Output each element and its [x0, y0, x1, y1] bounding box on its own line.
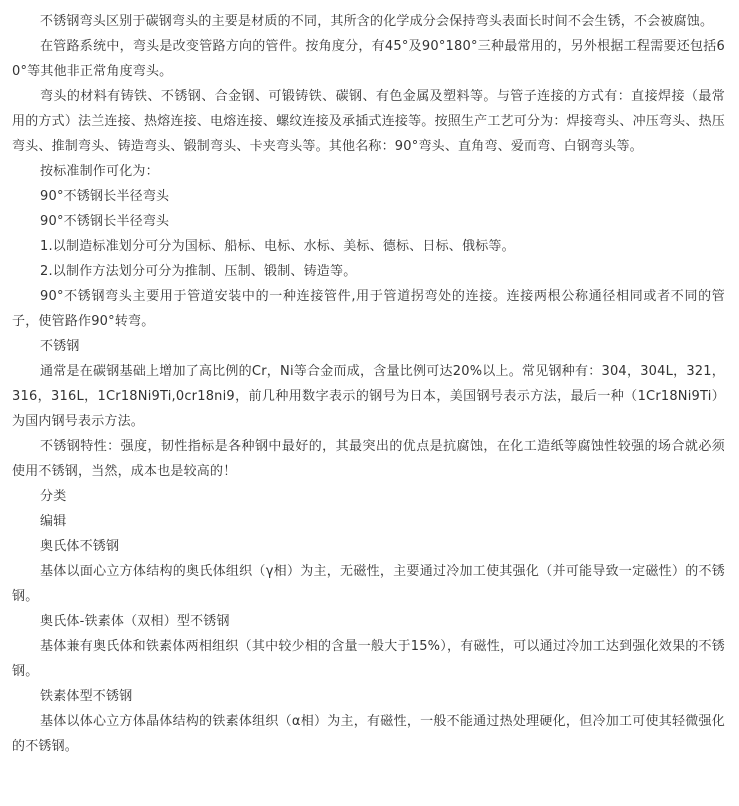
- paragraph-properties: 不锈钢特性：强度，韧性指标是各种钢中最好的，其最突出的优点是抗腐蚀，在化工造纸等腐蚀性较强的场合就必须使用不锈钢，当然，成本也是较高的！: [12, 439, 725, 479]
- paragraph-duplex-heading: 奥氏体-铁素体（双相）型不锈钢: [40, 614, 230, 629]
- paragraph-ferritic-heading: 铁素体型不锈钢: [40, 689, 133, 704]
- paragraph-duplex-body: 基体兼有奥氏体和铁素体两相组织（其中较少相的含量一般大于15%），有磁性，可以通过冷加工达到强化效果的不锈钢。: [12, 639, 725, 679]
- paragraph-angles: 在管路系统中，弯头是改变管路方向的管件。按角度分，有45°及90°180°三种最常用的，另外根据工程需要还包括60°等其他非正常角度弯头。: [12, 39, 725, 79]
- paragraph-standard-heading: 按标准制作可化为：: [40, 164, 159, 179]
- paragraph-method-list: 2.以制作方法划分可分为推制、压制、锻制、铸造等。: [40, 264, 357, 279]
- paragraph-austenitic-heading: 奥氏体不锈钢: [40, 539, 120, 554]
- paragraph-materials: 弯头的材料有铸铁、不锈钢、合金钢、可锻铸铁、碳钢、有色金属及塑料等。与管子连接的方式有：直接焊接（最常用的方式）法兰连接、热熔连接、电熔连接、螺纹连接及承插式连接等。按照生产工艺可分为：焊接弯头、冲压弯头、热压弯头、推制弯头、铸造弯头、锻制弯头、卡夹弯头等。其他名称：90°弯头、直角弯、爱而弯、白钢弯头等。: [12, 89, 725, 154]
- paragraph-usage: 90°不锈钢弯头主要用于管道安装中的一种连接管件,用于管道拐弯处的连接。连接两根公称通径相同或者不同的管子，使管路作90°转弯。: [12, 289, 725, 329]
- paragraph-classification-heading: 分类: [40, 489, 67, 504]
- paragraph-ferritic-body: 基体以体心立方体晶体结构的铁素体组织（α相）为主，有磁性，一般不能通过热处理硬化，但冷加工可使其轻微强化的不锈钢。: [12, 714, 725, 754]
- paragraph-intro: 不锈钢弯头区别于碳钢弯头的主要是材质的不同，其所含的化学成分会保持弯头表面长时间不会生锈，不会被腐蚀。: [40, 14, 714, 29]
- paragraph-stainless-heading: 不锈钢: [40, 339, 80, 354]
- paragraph-austenitic-body: 基体以面心立方体结构的奥氏体组织（γ相）为主，无磁性，主要通过冷加工使其强化（并可能导致一定磁性）的不锈钢。: [12, 564, 725, 604]
- paragraph-edit-label: 编辑: [40, 514, 67, 529]
- paragraph-long-radius-2: 90°不锈钢长半径弯头: [40, 214, 170, 229]
- paragraph-standard-list: 1.以制造标准划分可分为国标、船标、电标、水标、美标、德标、日标、俄标等。: [40, 239, 515, 254]
- paragraph-long-radius-1: 90°不锈钢长半径弯头: [40, 189, 170, 204]
- paragraph-steel-grades: 通常是在碳钢基础上增加了高比例的Cr，Ni等合金而成，含量比例可达20%以上。常见钢种有：304，304L，321，316，316L，1Cr18Ni9Ti,0cr18ni9，前几种用数字表示的钢号为日本，美国钢号表示方法，最后一种（1Cr18Ni9Ti）为国内钢号表示方法。: [12, 364, 725, 429]
